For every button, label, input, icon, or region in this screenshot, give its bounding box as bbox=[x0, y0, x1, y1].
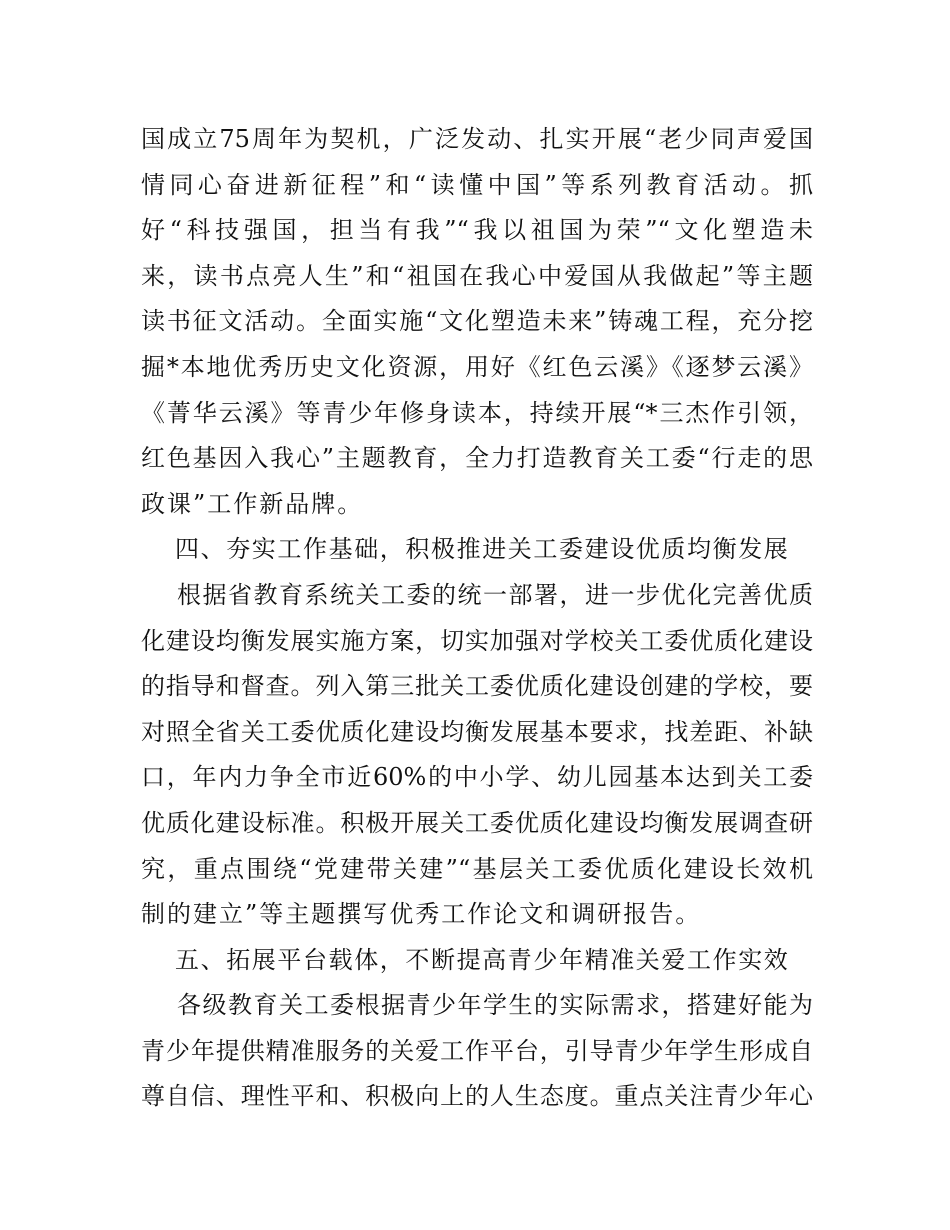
document-body bbox=[141, 117, 813, 1120]
line-text: 化建设均衡发展实施方案，切实加强对学校关工委优质化建设 bbox=[141, 626, 813, 655]
text-line bbox=[141, 163, 813, 209]
text-line bbox=[141, 801, 813, 847]
line-text: 情同心奋进新征程”和“读懂中国”等系列教育活动。抓 bbox=[141, 170, 813, 199]
section-heading-5 bbox=[141, 938, 813, 984]
line-text: 究，重点围绕“党建带关建”“基层关工委优质化建设长效机 bbox=[141, 854, 813, 883]
text-line-paragraph-end bbox=[141, 892, 813, 938]
text-line bbox=[141, 619, 813, 665]
text-line-paragraph-start bbox=[141, 983, 813, 1029]
text-line bbox=[141, 345, 813, 391]
line-text: 读书征文活动。全面实施“文化塑造未来”铸魂工程，充分挖 bbox=[141, 307, 813, 336]
text-line bbox=[141, 208, 813, 254]
heading-text: 四、夯实工作基础，积极推进关工委建设优质均衡发展 bbox=[175, 535, 790, 564]
text-line bbox=[141, 299, 813, 345]
line-text: 根据省教育系统关工委的统一部署，进一步优化完善优质 bbox=[177, 580, 813, 609]
line-text: 国成立75周年为契机，广泛发动、扎实开展“老少同声爱国 bbox=[141, 125, 813, 153]
line-text: 各级教育关工委根据青少年学生的实际需求，搭建好能为 bbox=[177, 991, 813, 1020]
line-text: 掘*本地优秀历史文化资源，用好《红色云溪》《逐梦云溪》 bbox=[141, 352, 813, 381]
text-line bbox=[141, 1029, 813, 1075]
line-text: 尊自信、理性平和、积极向上的人生态度。重点关注青少年心 bbox=[141, 1082, 813, 1111]
heading-text: 五、拓展平台载体，不断提高青少年精准关爱工作实效 bbox=[175, 945, 790, 974]
line-text: 优质化建设标准。积极开展关工委优质化建设均衡发展调查研 bbox=[141, 808, 813, 837]
line-text: 口，年内力争全市近60%的中小学、幼儿园基本达到关工委 bbox=[141, 763, 813, 792]
line-text: 青少年提供精准服务的关爱工作平台，引导青少年学生形成自 bbox=[141, 1036, 813, 1065]
text-line-paragraph-start bbox=[141, 573, 813, 619]
line-text: 对照全省关工委优质化建设均衡发展基本要求，找差距、补缺 bbox=[141, 717, 813, 746]
line-text: 《菁华云溪》等青少年修身读本，持续开展“*三杰作引领， bbox=[141, 398, 813, 427]
text-line bbox=[141, 755, 813, 801]
text-line bbox=[141, 847, 813, 893]
text-line-paragraph-end bbox=[141, 482, 813, 528]
text-line bbox=[141, 117, 813, 163]
line-text: 红色基因入我心”主题教育，全力打造教育关工委“行走的思 bbox=[141, 444, 813, 473]
text-line bbox=[141, 391, 813, 437]
line-text: 的指导和督查。列入第三批关工委优质化建设创建的学校，要 bbox=[141, 672, 813, 701]
line-text: 来，读书点亮人生”和“祖国在我心中爱国从我做起”等主题 bbox=[141, 261, 813, 290]
line-text: 政课”工作新品牌。 bbox=[141, 489, 364, 518]
text-line bbox=[141, 664, 813, 710]
line-text: 好“科技强国，担当有我”“我以祖国为荣”“文化塑造未 bbox=[141, 216, 813, 245]
text-line bbox=[141, 254, 813, 300]
text-line bbox=[141, 436, 813, 482]
text-line bbox=[141, 710, 813, 756]
line-text: 制的建立”等主题撰写优秀工作论文和调研报告。 bbox=[141, 900, 702, 929]
section-heading-4 bbox=[141, 527, 813, 573]
text-line bbox=[141, 1074, 813, 1120]
